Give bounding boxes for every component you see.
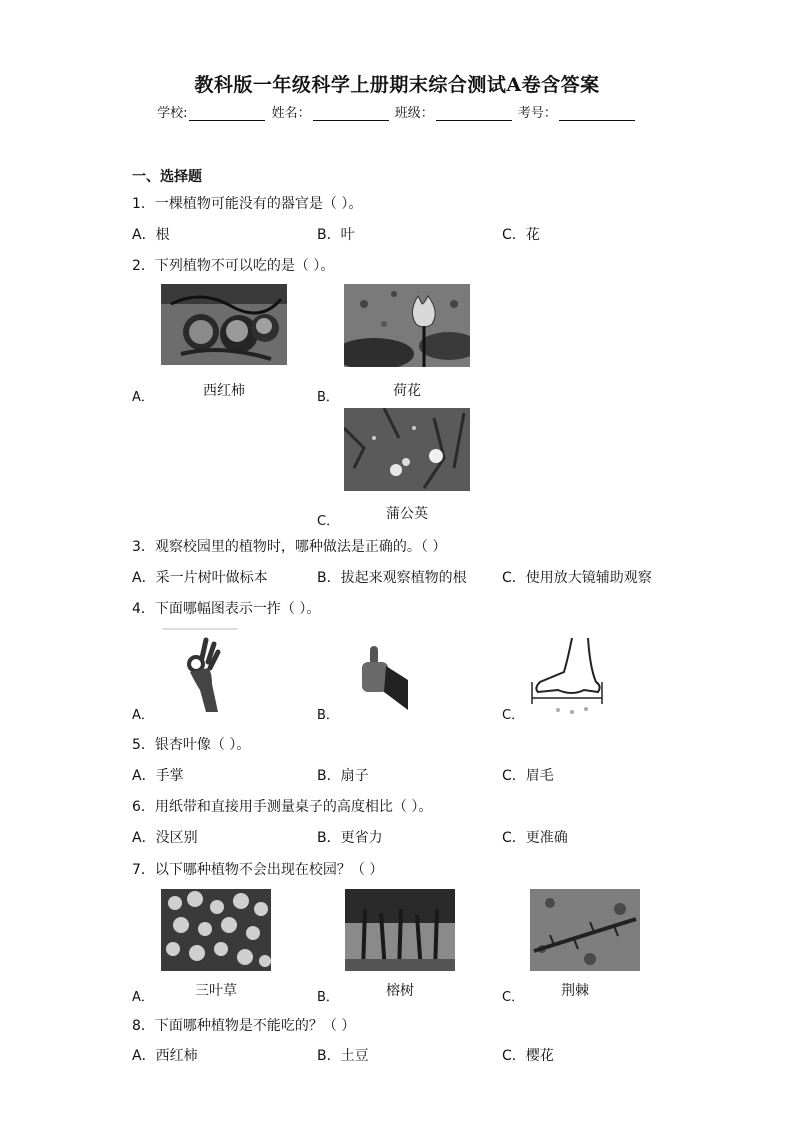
class-label: 班级： xyxy=(394,106,434,121)
question-8-option-c[interactable]: C．樱花 xyxy=(502,1048,554,1064)
number-blank[interactable] xyxy=(559,107,635,121)
question-7-caption-c: 荆棘 xyxy=(561,983,589,999)
question-8-option-a[interactable]: A．西红柿 xyxy=(132,1048,198,1064)
question-2-caption-b: 荷花 xyxy=(393,383,421,399)
question-2-caption-a: 西红柿 xyxy=(203,383,245,399)
question-4-stem: 4．下面哪幅图表示一拃（ ）。 xyxy=(132,601,321,617)
school-blank[interactable] xyxy=(189,107,265,121)
question-7-stem: 7．以下哪种植物不会出现在校园？（ ） xyxy=(132,862,384,878)
question-6-stem: 6．用纸带和直接用手测量桌子的高度相比（ ）。 xyxy=(132,799,433,815)
question-8-stem: 8．下面哪种植物是不能吃的？（ ） xyxy=(132,1018,356,1034)
school-label: 学校: xyxy=(157,106,188,121)
question-4-option-c[interactable]: C． xyxy=(502,708,525,723)
question-7-option-c[interactable]: C． xyxy=(502,990,525,1005)
question-7-option-a[interactable]: A． xyxy=(132,990,154,1005)
question-2-option-a[interactable]: A． xyxy=(132,390,154,405)
question-2-caption-c: 蒲公英 xyxy=(386,506,428,522)
question-2-stem: 2．下列植物不可以吃的是（ ）。 xyxy=(132,258,335,274)
question-2-option-c[interactable]: C． xyxy=(317,514,340,529)
question-3-stem: 3．观察校园里的植物时，哪种做法是正确的。（ ） xyxy=(132,539,447,555)
question-7-caption-a: 三叶草 xyxy=(195,983,237,999)
question-6-option-a[interactable]: A．没区别 xyxy=(132,830,198,846)
number-label: 考号： xyxy=(517,106,557,121)
name-label: 姓名： xyxy=(271,106,311,121)
tomato-photo xyxy=(161,284,287,365)
thumbs-up-icon xyxy=(358,644,408,710)
question-1-option-a[interactable]: A．根 xyxy=(132,227,170,243)
question-6-option-b[interactable]: B．更省力 xyxy=(317,830,383,846)
question-5-stem: 5．银杏叶像（ ）。 xyxy=(132,737,251,753)
lotus-photo xyxy=(344,284,470,367)
banyan-photo xyxy=(345,889,455,971)
page-title: 教科版一年级科学上册期末综合测试A卷含答案 xyxy=(194,74,600,96)
thorn-photo xyxy=(530,889,640,971)
question-5-option-c[interactable]: C．眉毛 xyxy=(502,768,554,784)
question-2-option-b[interactable]: B． xyxy=(317,390,339,405)
question-6-option-c[interactable]: C．更准确 xyxy=(502,830,568,846)
class-blank[interactable] xyxy=(436,107,512,121)
question-5-option-b[interactable]: B．扇子 xyxy=(317,768,369,784)
question-1-option-b[interactable]: B．叶 xyxy=(317,227,355,243)
question-3-option-b[interactable]: B．拔起来观察植物的根 xyxy=(317,570,467,586)
question-5-option-a[interactable]: A．手掌 xyxy=(132,768,184,784)
question-4-option-a[interactable]: A． xyxy=(132,708,154,723)
question-8-option-b[interactable]: B．土豆 xyxy=(317,1048,369,1064)
span-hand-icon xyxy=(528,638,608,716)
section-heading: 一、选择题 xyxy=(132,169,202,185)
question-7-caption-b: 榕树 xyxy=(386,983,414,999)
question-3-option-a[interactable]: A．采一片树叶做标本 xyxy=(132,570,268,586)
question-1-option-c[interactable]: C．花 xyxy=(502,227,540,243)
dandelion-photo xyxy=(344,408,470,491)
question-3-option-c[interactable]: C．使用放大镜辅助观察 xyxy=(502,570,652,586)
question-7-option-b[interactable]: B． xyxy=(317,990,339,1005)
question-4-option-b[interactable]: B． xyxy=(317,708,339,723)
name-blank[interactable] xyxy=(313,107,389,121)
clover-photo xyxy=(161,889,271,971)
ok-hand-icon xyxy=(162,628,238,714)
question-1-stem: 1．一棵植物可能没有的器官是（ ）。 xyxy=(132,196,363,212)
student-info-line xyxy=(0,102,794,121)
